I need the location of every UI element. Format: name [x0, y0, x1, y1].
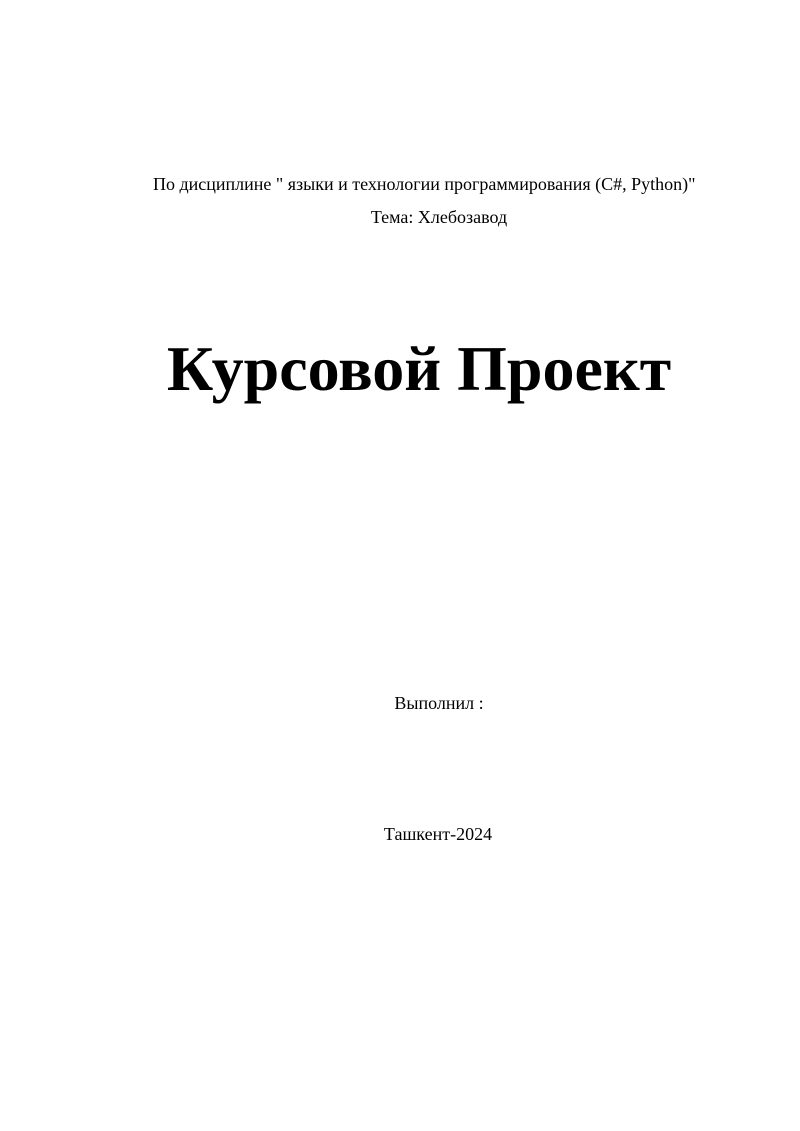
topic-line: Тема: Хлебозавод	[370, 207, 508, 227]
discipline-line: По дисциплине " языки и технологии программирования (C#, Python)"	[153, 174, 696, 194]
performed-by-label: Выполнил :	[394, 693, 484, 713]
document-title: Курсовой Проект	[166, 333, 672, 404]
city-year-line: Ташкент-2024	[383, 824, 493, 844]
